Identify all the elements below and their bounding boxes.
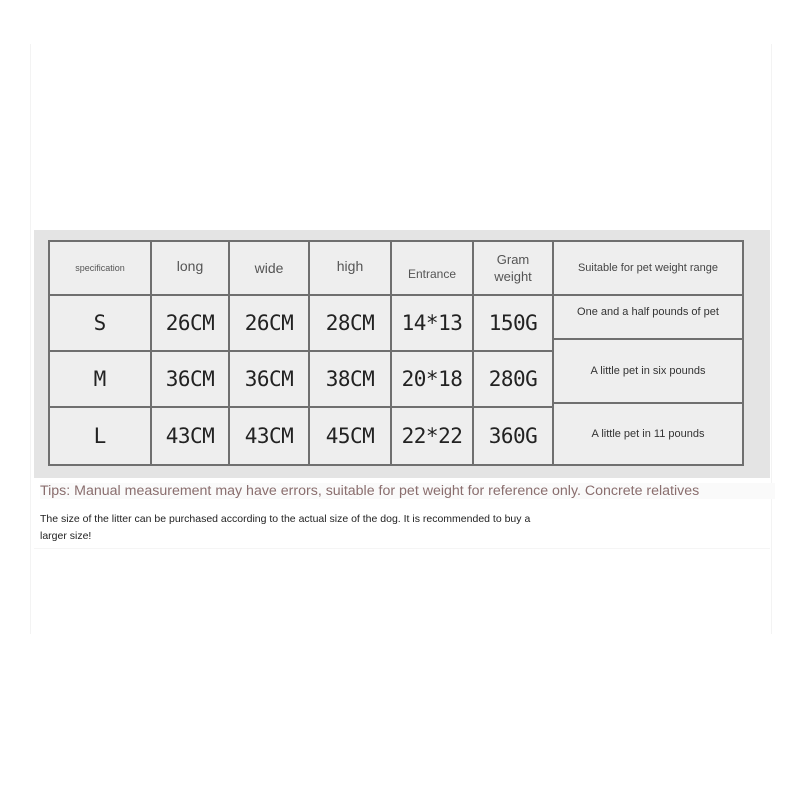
row-s-high: 28CM (308, 294, 392, 352)
row-l-wide: 43CM (228, 406, 310, 466)
table-grid (48, 240, 778, 476)
row-s-weight: 150G (472, 294, 554, 352)
size-advice-line-2: larger size! (40, 530, 92, 542)
header-high: high (308, 240, 392, 296)
row-l-weight: 360G (472, 406, 554, 466)
divider (34, 548, 770, 549)
tips-text: Tips: Manual measurement may have errors, suitable for pet weight for reference only. Concrete relatives (40, 483, 775, 499)
row-s-long: 26CM (150, 294, 230, 352)
row-m-long: 36CM (150, 350, 230, 408)
row-s-entrance: 14*13 (390, 294, 474, 352)
row-m-size: M (48, 350, 152, 408)
row-l-entrance: 22*22 (390, 406, 474, 466)
header-weight: weight (494, 269, 532, 284)
header-suitable: Suitable for pet weight range (552, 240, 744, 296)
row-m-wide: 36CM (228, 350, 310, 408)
size-table (34, 230, 770, 478)
row-l-long: 43CM (150, 406, 230, 466)
row-l-high: 45CM (308, 406, 392, 466)
row-s-size: S (48, 294, 152, 352)
header-specification: specification (48, 240, 152, 296)
header-entrance: Entrance (390, 240, 474, 296)
row-s-wide: 26CM (228, 294, 310, 352)
header-gram: Gram (496, 252, 530, 267)
row-m-high: 38CM (308, 350, 392, 408)
header-wide: wide (228, 240, 310, 296)
header-long: long (150, 240, 230, 296)
row-l-suitable: A little pet in 11 pounds (552, 402, 744, 466)
row-l-size: L (48, 406, 152, 466)
row-m-entrance: 20*18 (390, 350, 474, 408)
row-m-suitable: A little pet in six pounds (552, 338, 744, 404)
row-s-suitable: One and a half pounds of pet (552, 294, 744, 340)
size-advice-line-1: The size of the litter can be purchased according to the actual size of the dog. It is recommended to buy a (40, 513, 531, 525)
header-gram-weight (472, 240, 554, 296)
size-advice (40, 511, 640, 545)
row-m-weight: 280G (472, 350, 554, 408)
